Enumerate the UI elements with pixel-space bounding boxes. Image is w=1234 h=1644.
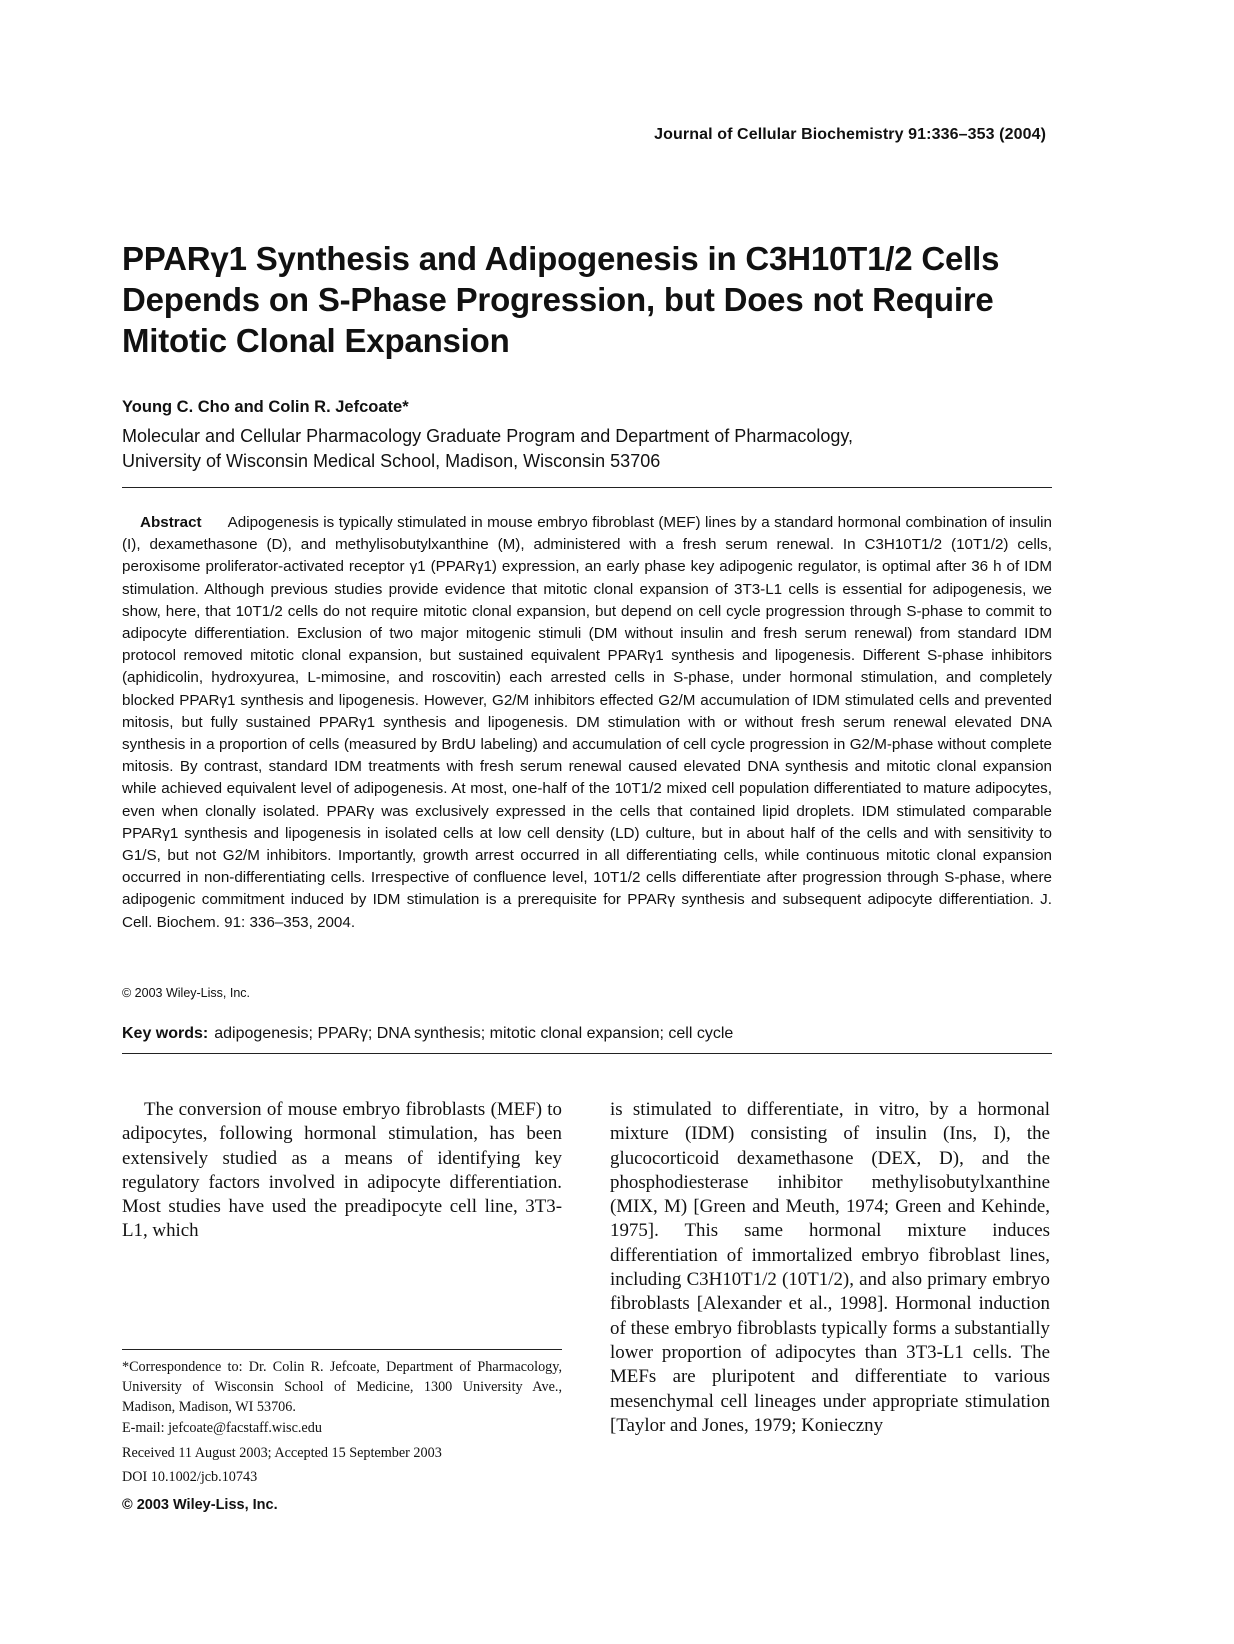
correspondence-note: *Correspondence to: Dr. Colin R. Jefcoate, Department of Pharmacology, University of Wisconsin School of Medicine, 1300 University Ave., Madison, Madison, WI 53706. <box>122 1359 562 1416</box>
abstract-top-rule <box>122 487 1052 488</box>
doi: DOI 10.1002/jcb.10743 <box>122 1469 258 1486</box>
abstract-copyright: © 2003 Wiley-Liss, Inc. <box>122 986 251 1000</box>
keywords-bottom-rule <box>122 1053 1052 1054</box>
journal-citation: Journal of Cellular Biochemistry 91:336–353 (2004) <box>654 126 1046 143</box>
abstract-text: Adipogenesis is typically stimulated in mouse embryo fibroblast (MEF) lines by a standard hormonal combination of insulin (I), dexamethasone (D), and methylisobutylxanthine (M), administered with a fresh serum renewal. In C3H10T1/2 (10T1/2) cells, peroxisome proliferator-activated receptor γ1 (PPARγ1) expression, an early phase key adipogenic regulator, is optimal after 36 h of IDM stimulation. Although previous studies provide evidence that mitotic clonal expansion of 3T3-L1 cells is essential for adipogenesis, we show, here, that 10T1/2 cells do not require mitotic clonal expansion, but depend on cell cycle progression through S-phase to commit to adipocyte differentiation. Exclusion of two major mitogenic stimuli (DM without insulin and fresh serum renewal) from standard IDM protocol removed mitotic clonal expansion, but sustained equivalent PPARγ1 synthesis and lipogenesis. Different S-phase inhibitors (aphidicolin, hydroxyurea, L-mimosine, and roscovitin) each arrested cells in S-phase, under hormonal stimulation, and completely blocked PPARγ1 synthesis and lipogenesis. However, G2/M inhibitors effected G2/M accumulation of IDM stimulated cells and prevented mitosis, but fully sustained PPARγ1 synthesis and lipogenesis. DM stimulation with or without fresh serum renewal elevated DNA synthesis in a proportion of cells (measured by BrdU labeling) and accumulation of cell cycle progression in G2/M-phase without complete mitosis. By contrast, standard IDM treatments with fresh serum renewal caused elevated DNA synthesis and mitotic clonal expansion while achieved equivalent level of adipogenesis. At most, one-half of the 10T1/2 mixed cell population differentiated to mature adipocytes, even when clonally isolated. PPARγ was exclusively expressed in the cells that contained lipid droplets. IDM stimulated comparable PPARγ1 synthesis and lipogenesis in isolated cells at low cell density (LD) culture, but in about half of the cells and with sensitivity to G1/S, but not G2/M inhibitors. Importantly, growth arrest occurred in all differentiating cells, while continuous mitotic clonal expansion occurred in non-differentiating cells. Irrespective of confluence level, 10T1/2 cells differentiate after progression through S-phase, where adipogenic commitment induced by IDM stimulation is a prerequisite for PPARγ synthesis and subsequent adipocyte differentiation. J. Cell. Biochem. 91: 336–353, 2004. <box>122 514 1052 931</box>
authors: Young C. Cho and Colin R. Jefcoate* <box>122 398 409 416</box>
footnotes <box>122 1357 562 1515</box>
affiliation-line-2: University of Wisconsin Medical School, Madison, Wisconsin 53706 <box>122 451 661 471</box>
affiliation-line-1: Molecular and Cellular Pharmacology Graduate Program and Department of Pharmacology, <box>122 426 854 446</box>
title-line-3: Mitotic Clonal Expansion <box>122 322 510 359</box>
title-line-1: PPARγ1 Synthesis and Adipogenesis in C3H10T1/2 Cells <box>122 240 1000 277</box>
correspondence-email: E-mail: jefcoate@facstaff.wisc.edu <box>122 1419 322 1436</box>
article-title <box>122 238 1072 361</box>
footnote-copyright: © 2003 Wiley-Liss, Inc. <box>122 1497 278 1514</box>
body-left-column: The conversion of mouse embryo fibroblasts (MEF) to adipocytes, following hormonal stimulation, has been extensively studied as a means of identifying key regulatory factors involved in adipocyte differentiation. Most studies have used the preadipocyte cell line, 3T3-L1, which <box>122 1099 562 1242</box>
affiliation <box>122 424 853 474</box>
abstract <box>122 512 1052 934</box>
keywords <box>122 1025 733 1043</box>
keywords-label: Key words: <box>122 1025 209 1042</box>
footnote-rule <box>122 1349 562 1350</box>
keywords-text: adipogenesis; PPARγ; DNA synthesis; mitotic clonal expansion; cell cycle <box>214 1025 734 1042</box>
received-dates: Received 11 August 2003; Accepted 15 September 2003 <box>122 1444 442 1461</box>
body-right-column: is stimulated to differentiate, in vitro, by a hormonal mixture (IDM) consisting of insulin (Ins, I), the glucocorticoid dexamethasone (DEX, D), and the phosphodiesterase inhibitor methylisobutylxanthine (MIX, M) [Green and Meuth, 1974; Green and Kehinde, 1975]. This same hormonal mixture induces differentiation of immortalized embryo fibroblast lines, including C3H10T1/2 (10T1/2), and also primary embryo fibroblasts [Alexander et al., 1998]. Hormonal induction of these embryo fibroblasts typically forms a substantially lower proportion of adipocytes than 3T3-L1 cells. The MEFs are pluripotent and differentiate to various mesenchymal cell lineages under appropriate stimulation [Taylor and Jones, 1979; Konieczny <box>610 1099 1050 1436</box>
title-line-2: Depends on S-Phase Progression, but Does not Require <box>122 281 994 318</box>
abstract-label: Abstract <box>140 514 202 531</box>
